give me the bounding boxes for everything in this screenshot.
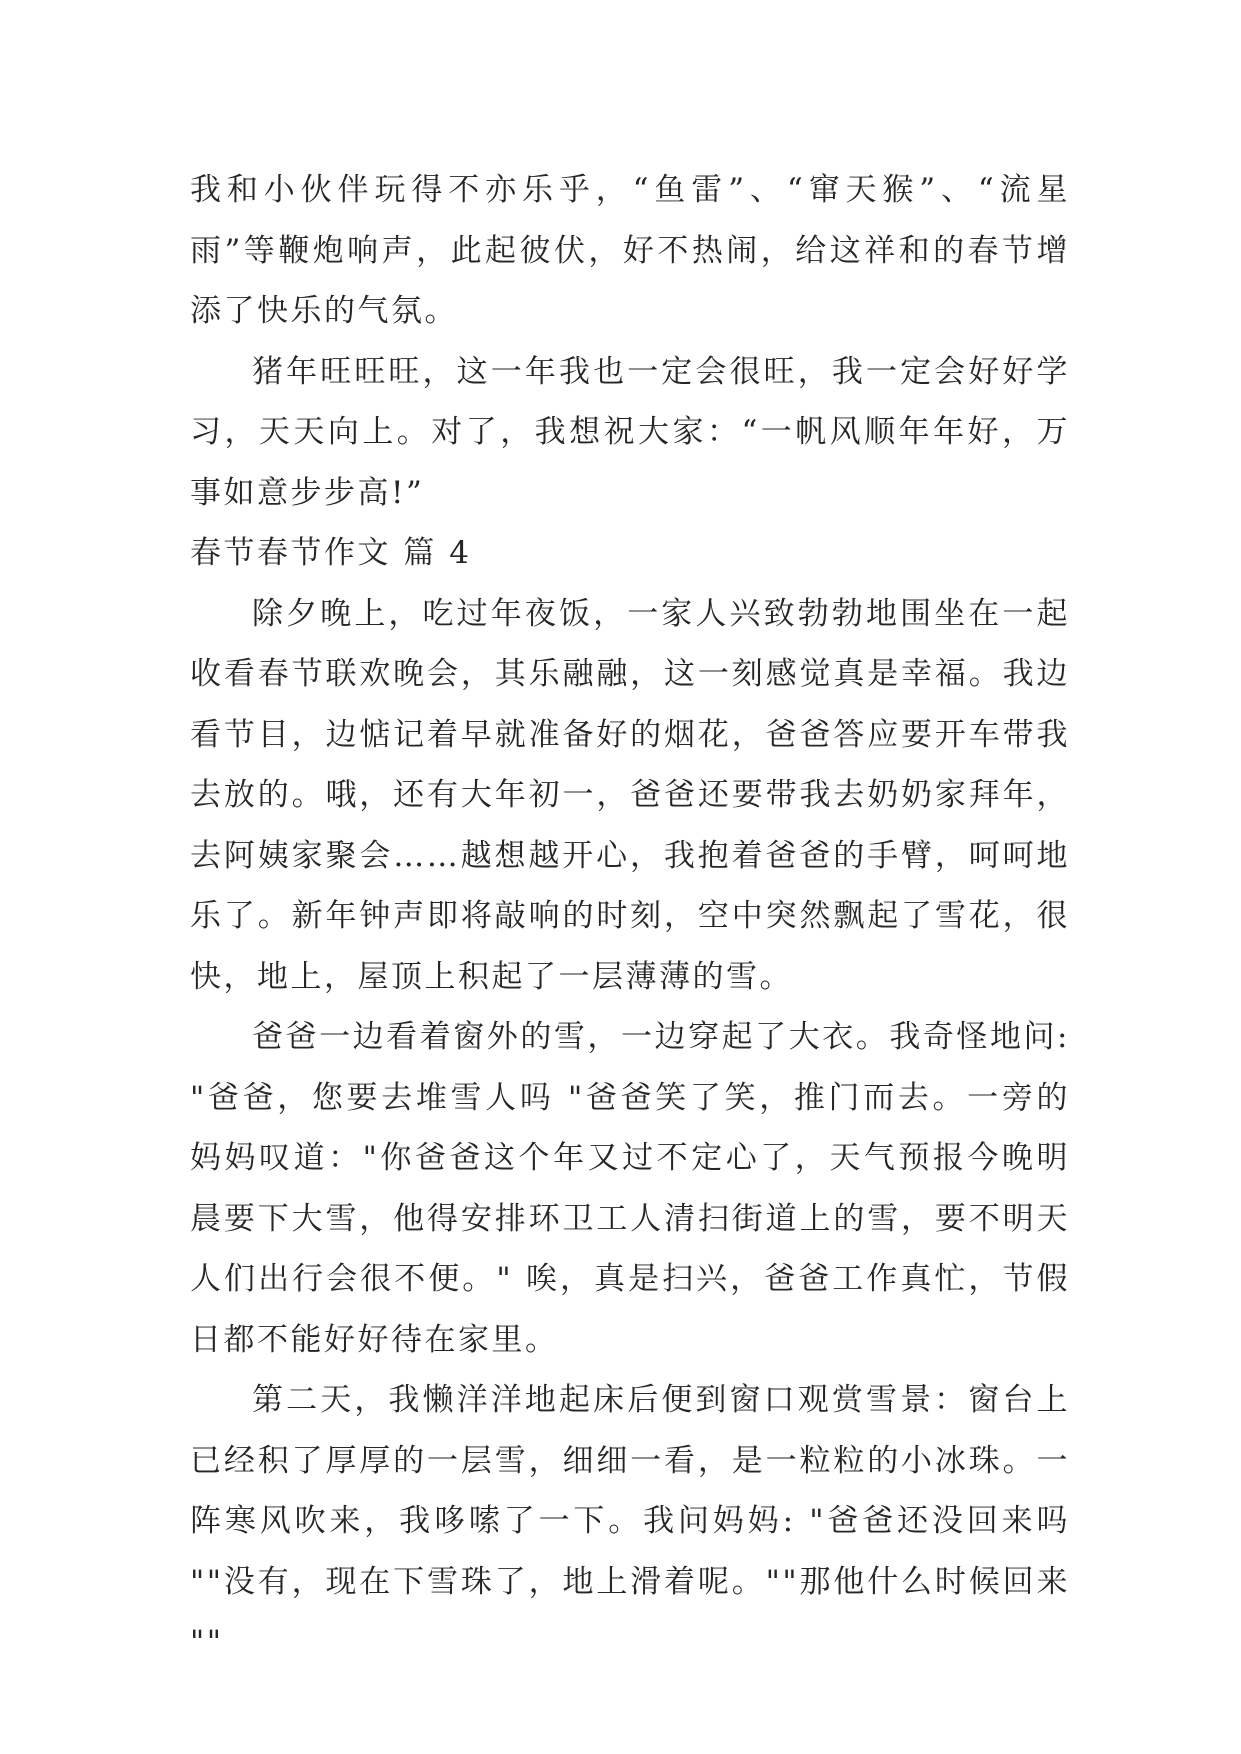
paragraph-3: 除夕晚上，吃过年夜饭，一家人兴致勃勃地围坐在一起收看春节联欢晚会，其乐融融，这一刻感觉真是幸福。我边看节目，边惦记着早就准备好的烟花，爸爸答应要开车带我去放的。哦，还有大年初一，爸爸还要带我去奶奶家拜年，去阿姨家聚会……越想越开心，我抱着爸爸的手臂，呵呵地乐了。新年钟声即将敲响的时刻，空中突然飘起了雪花，很快，地上，屋顶上积起了一层薄薄的雪。 bbox=[190, 595, 1070, 995]
document-body bbox=[190, 160, 1070, 1673]
paragraph-4: 爸爸一边看着窗外的雪，一边穿起了大衣。我奇怪地问: "爸爸，您要去堆雪人吗 "爸爸笑了笑，推门而去。一旁的妈妈叹道："你爸爸这个年又过不定心了，天气预报今晚明晨要下大雪，他得安排环卫工人清扫街道上的雪，要不明天人们出行会很不便。" 唉，真是扫兴，爸爸工作真忙，节假日都不能好好待在家里。 bbox=[190, 1019, 1070, 1358]
paragraph-2: 猪年旺旺旺，这一年我也一定会很旺，我一定会好好学习，天天向上。对了，我想祝大家：“一帆风顺年年好，万事如意步步高!” bbox=[190, 353, 1070, 511]
paragraph-5: 第二天，我懒洋洋地起床后便到窗口观赏雪景：窗台上已经积了厚厚的一层雪，细细一看，是一粒粒的小冰珠。一阵寒风吹来，我哆嗦了一下。我问妈妈: "爸爸还没回来吗 ""没有，现在下雪珠了，地上滑着呢。""那他什么时候回来 "" bbox=[190, 1382, 1070, 1660]
paragraph-1: 我和小伙伴玩得不亦乐乎，“鱼雷”、“窜天猴”、“流星雨”等鞭炮响声，此起彼伏，好不热闹，给这祥和的春节增添了快乐的气氛。 bbox=[190, 172, 1070, 329]
section-heading: 春节春节作文 篇 4 bbox=[190, 535, 472, 571]
